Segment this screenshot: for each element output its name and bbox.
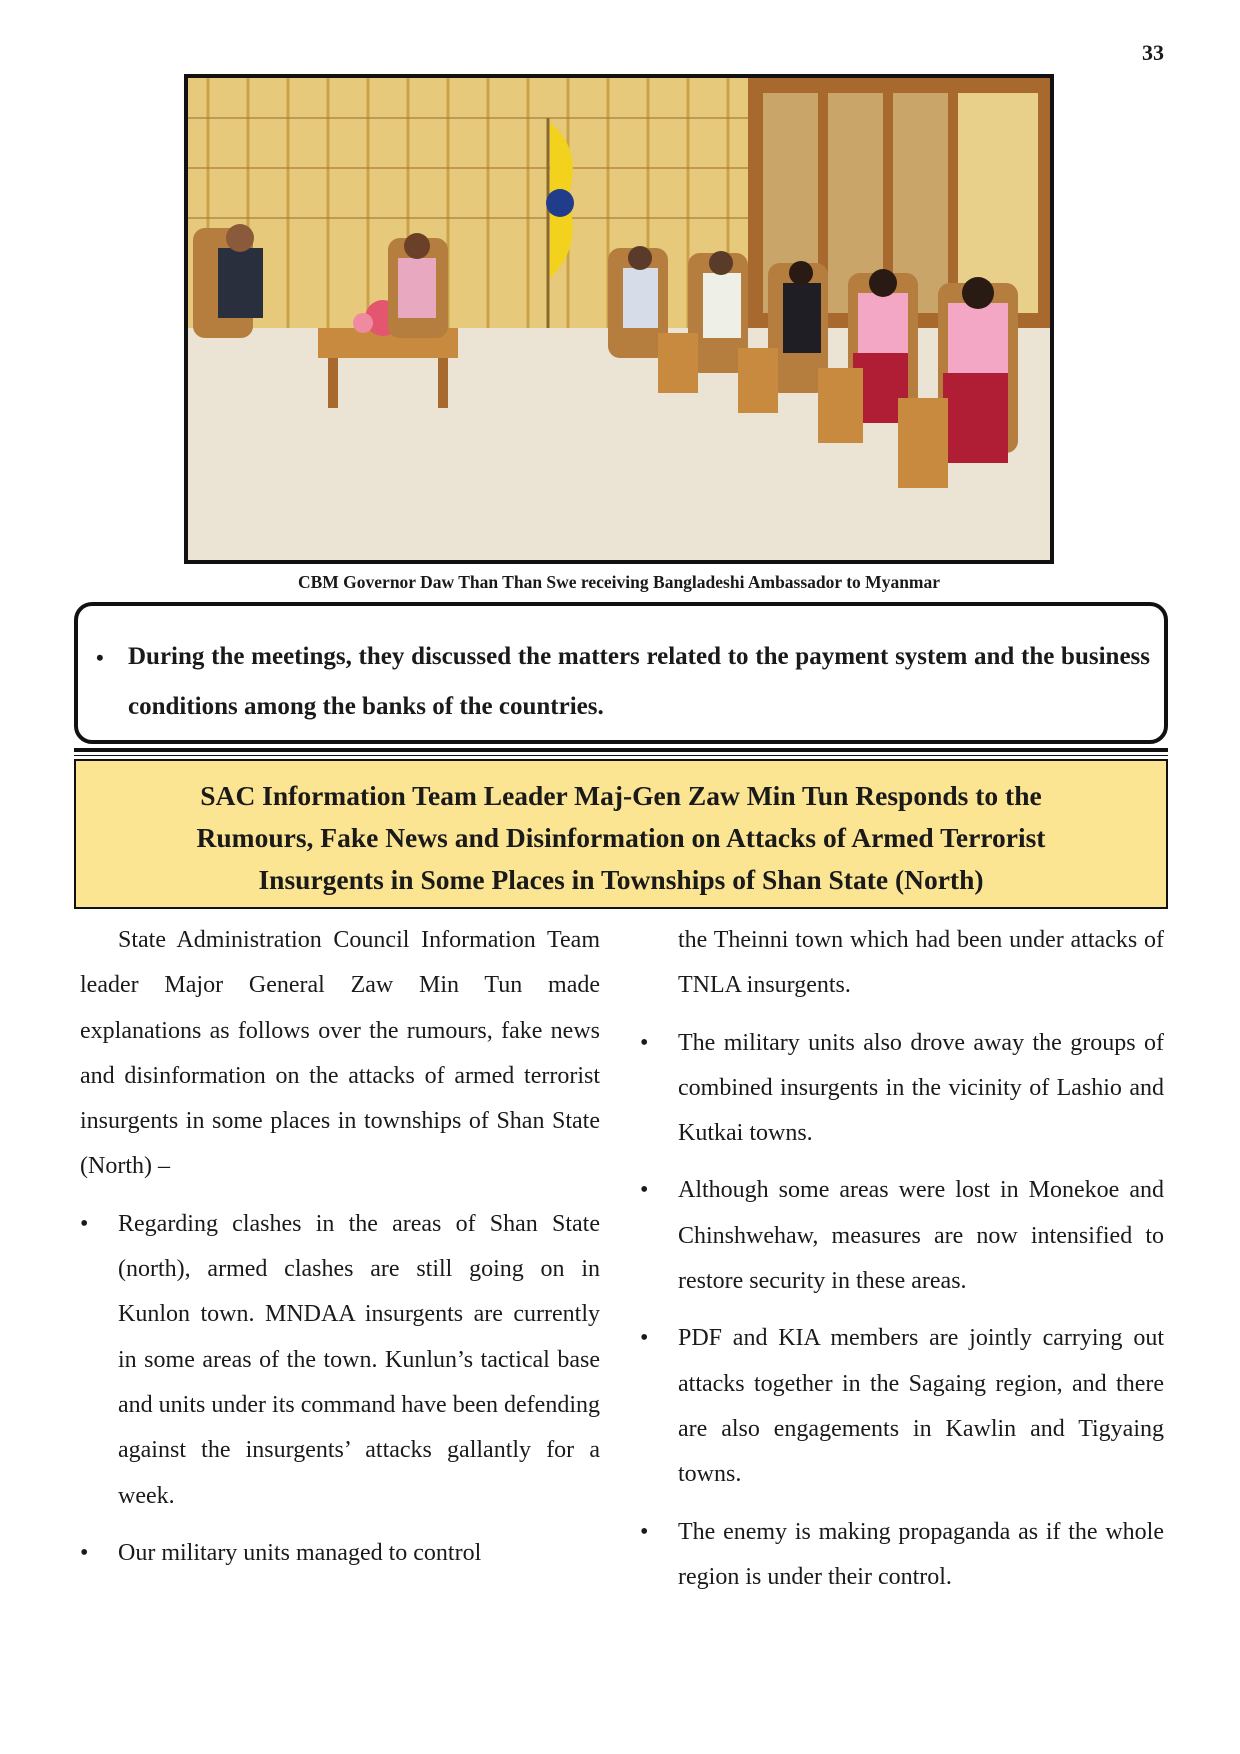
headline-line-2: Rumours, Fake News and Disinformation on Attacks of Armed Terrorist (196, 822, 1046, 853)
list-item-text: Although some areas were lost in Monekoe and Chinshwehaw, measures are now intensified to restore security in these areas. (678, 1177, 1164, 1295)
list-item (640, 1510, 1164, 1601)
list-item (640, 1021, 1164, 1157)
highlight-bullet-box (74, 602, 1168, 744)
article-intro: State Administration Council Information Team leader Major General Zaw Min Tun made explanations as follows over the rumours, fake news and disinformation on the attacks of armed terrorist insurgents in some places in townships of Shan State (North) – (80, 927, 600, 1180)
list-item (640, 1316, 1164, 1497)
list-item-text: Regarding clashes in the areas of Shan State (north), armed clashes are still going on in Kunlon town. MNDAA insurgents are currently in some areas of the town. Kunlun’s tactical base and units under its command have been defending against the insurgents’ attacks gallantly for a week. (118, 1210, 600, 1509)
bullet-marker: • (640, 1177, 649, 1204)
bullet-marker: • (80, 1210, 89, 1237)
article-column-left (80, 918, 600, 1588)
headline-line-1: SAC Information Team Leader Maj-Gen Zaw Min Tun Responds to the (200, 780, 1042, 811)
meeting-photo (184, 74, 1054, 564)
list-item (640, 1168, 1164, 1304)
list-item-text: The enemy is making propaganda as if the whole region is under their control. (678, 1518, 1164, 1590)
list-item-text: The military units also drove away the groups of combined insurgents in the vicinity of Lashio and Kutkai towns. (678, 1029, 1164, 1147)
section-rule-thin (74, 755, 1168, 756)
page-number: 33 (1142, 40, 1164, 65)
list-item (80, 1531, 600, 1576)
list-item-text: PDF and KIA members are jointly carrying out attacks together in the Sagaing region, and there are also engagements in Kawlin and Tigyaing towns. (678, 1325, 1164, 1488)
list-item-text: Our military units managed to control (118, 1539, 482, 1566)
bullet-marker: • (640, 1325, 649, 1352)
bullet-marker: • (640, 1029, 649, 1056)
bullet-marker: • (96, 645, 104, 670)
list-item (80, 1202, 600, 1519)
article-column-right (640, 918, 1164, 1612)
section-rule-thick (74, 748, 1168, 752)
article-headline (74, 759, 1168, 909)
list-item-continuation: the Theinni town which had been under attacks of TNLA insurgents. (678, 927, 1164, 999)
photo-caption: CBM Governor Daw Than Than Swe receiving Bangladeshi Ambassador to Myanmar (297, 572, 941, 592)
bullet-marker: • (640, 1518, 649, 1545)
headline-line-3: Insurgents in Some Places in Townships of Shan State (North) (258, 864, 984, 895)
meeting-photo-illustration (188, 78, 1050, 560)
highlight-bullet-text: During the meetings, they discussed the matters related to the payment system and the business conditions among the banks of the countries. (128, 643, 1150, 720)
bullet-marker: • (80, 1539, 89, 1566)
